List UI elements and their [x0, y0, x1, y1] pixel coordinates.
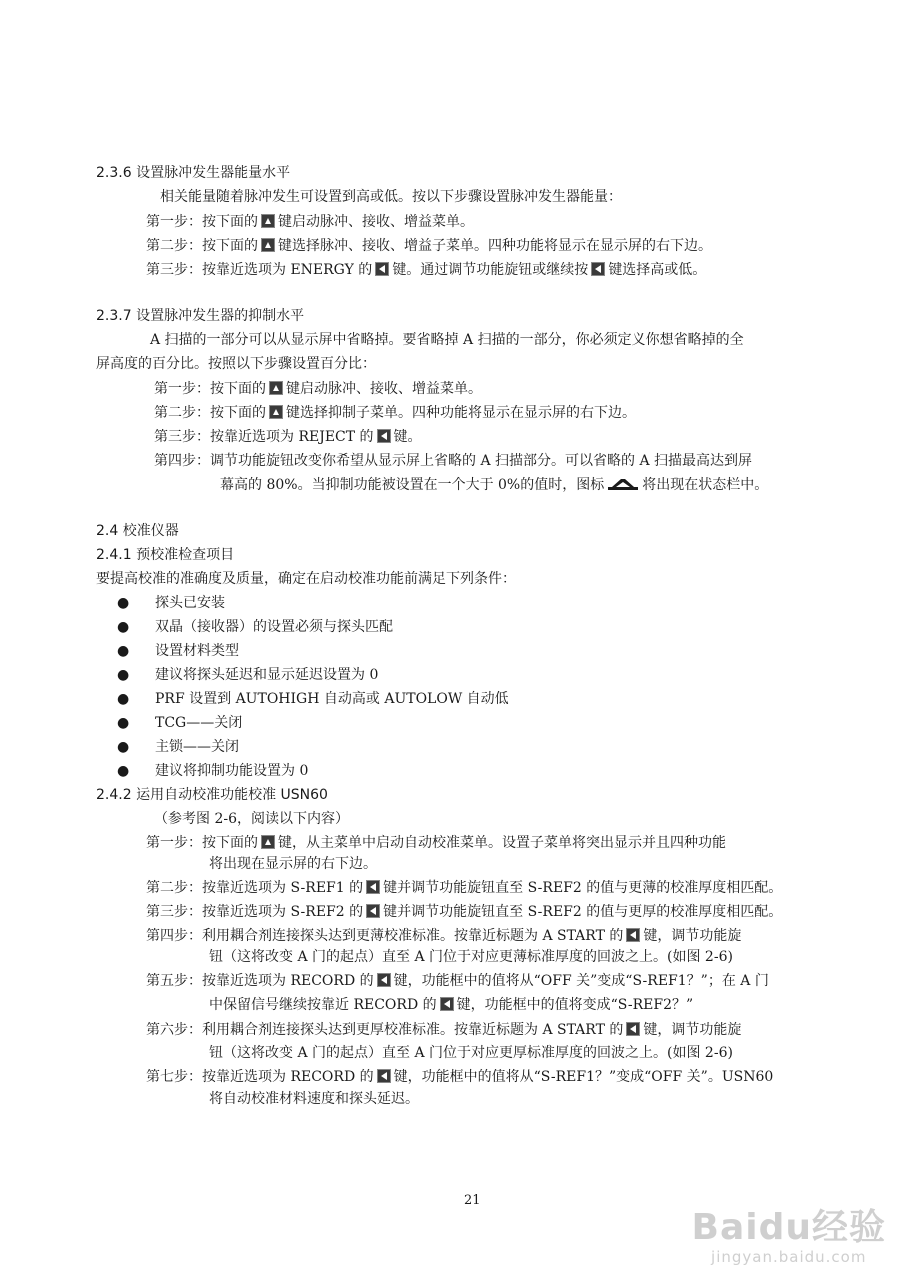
s242-step4 — [146, 927, 741, 945]
s236-step2 — [146, 237, 712, 255]
text: 第三步：按靠近选项为 S-REF2 的 — [146, 904, 364, 920]
text: 键并调节功能旋钮直至 S-REF2 的值与更薄的校准厚度相匹配。 — [383, 880, 783, 896]
list-item: 双晶（接收器）的设置必须与探头匹配 — [155, 619, 393, 635]
text: 键启动脉冲、接收、增益菜单。 — [286, 381, 482, 397]
left-arrow-key-icon — [366, 904, 380, 918]
text: 键。 — [393, 429, 422, 445]
page-number: 21 — [464, 1193, 481, 1208]
s242-step3 — [146, 903, 782, 921]
watermark-url: jingyan.baidu.com — [711, 1248, 867, 1266]
left-arrow-key-icon — [591, 262, 605, 276]
text: 键，调节功能旋 — [643, 1022, 742, 1038]
text: 第一步：按下面的 — [154, 381, 266, 397]
bullet-icon: ● — [117, 715, 130, 731]
s242-step1 — [146, 834, 726, 852]
left-arrow-key-icon — [375, 262, 389, 276]
text: 第四步：利用耦合剂连接探头达到更薄校准标准。按靠近标题为 A START 的 — [146, 928, 624, 944]
text: 键选择脉冲、接收、增益子菜单。四种功能将显示在显示屏的右下边。 — [278, 238, 712, 254]
bullet-icon: ● — [117, 667, 130, 683]
text: 键，调节功能旋 — [643, 928, 742, 944]
section-2-4-2-ref: （参考图 2-6，阅读以下内容） — [154, 811, 349, 827]
s242-step4-line2: 钮（这将改变 A 门的起点）直至 A 门位于对应更薄标准厚度的回波之上。(如图 2-6) — [209, 949, 733, 965]
bullet-icon: ● — [117, 739, 130, 755]
section-2-3-7-intro-2: 屏高度的百分比。按照以下步骤设置百分比： — [96, 356, 376, 372]
left-arrow-key-icon — [626, 1022, 640, 1036]
up-arrow-key-icon — [261, 214, 275, 228]
s242-step6-line2: 钮（这将改变 A 门的起点）直至 A 门位于对应更厚标准厚度的回波之上。(如图 2-6) — [209, 1045, 733, 1061]
up-arrow-key-icon — [269, 405, 283, 419]
section-2-4-2-title: 2.4.2 运用自动校准功能校准 USN60 — [96, 787, 328, 803]
text: 将出现在状态栏中。 — [642, 477, 769, 493]
text: 第二步：按下面的 — [146, 238, 258, 254]
s237-step2 — [154, 404, 636, 422]
bullet-icon: ● — [117, 595, 130, 611]
section-2-4-1-title: 2.4.1 预校准检查项目 — [96, 547, 235, 563]
left-arrow-key-icon — [377, 429, 391, 443]
s237-step3 — [154, 428, 422, 446]
text: 键，功能框中的值将从“OFF 关”变成“S-REF1？”；在 A 门 — [393, 973, 769, 989]
left-arrow-key-icon — [377, 973, 391, 987]
section-2-4-1-intro: 要提高校准的准确度及质量，确定在启动校准功能前满足下列条件： — [96, 571, 516, 587]
text: 键并调节功能旋钮直至 S-REF2 的值与更厚的校准厚度相匹配。 — [383, 904, 783, 920]
section-2-3-7-intro-1: A 扫描的一部分可以从显示屏中省略掉。要省略掉 A 扫描的一部分，你必须定义你想省略掉的全 — [150, 332, 744, 348]
s242-step5 — [146, 972, 769, 990]
bullet-icon: ● — [117, 619, 130, 635]
text: 键启动脉冲、接收、增益菜单。 — [278, 214, 474, 230]
left-arrow-key-icon — [366, 880, 380, 894]
list-item: 探头已安装 — [155, 595, 225, 611]
text: 键，从主菜单中启动自动校准菜单。设置子菜单将突出显示并且四种功能 — [278, 835, 726, 851]
s242-step7 — [146, 1068, 773, 1086]
left-arrow-key-icon — [377, 1069, 391, 1083]
list-item: 建议将探头延迟和显示延迟设置为 0 — [155, 667, 379, 683]
s236-step1 — [146, 213, 474, 231]
text: 键，功能框中的值将变成“S-REF2？” — [456, 997, 694, 1013]
up-arrow-key-icon — [269, 381, 283, 395]
s242-step1-line2: 将出现在显示屏的右下边。 — [209, 856, 377, 872]
list-item: 设置材料类型 — [155, 643, 239, 659]
up-arrow-key-icon — [261, 835, 275, 849]
text: 幕高的 80%。当抑制功能被设置在一个大于 0%的值时，图标 — [220, 477, 605, 493]
text: 键。通过调节功能旋钮或继续按 — [392, 262, 589, 278]
list-item: TCG——关闭 — [155, 715, 243, 731]
section-2-4-title: 2.4 校准仪器 — [96, 523, 179, 539]
text: 键选择高或低。 — [608, 262, 707, 278]
text: 第三步：按靠近选项为 ENERGY 的 — [146, 262, 373, 278]
text: 第二步：按下面的 — [154, 405, 266, 421]
bullet-icon: ● — [117, 763, 130, 779]
s237-step4-line1: 第四步：调节功能旋钮改变你希望从显示屏上省略的 A 扫描部分。可以省略的 A 扫描最高达到屏 — [154, 453, 753, 469]
list-item: PRF 设置到 AUTOHIGH 自动高或 AUTOLOW 自动低 — [155, 691, 509, 707]
list-item: 主锁——关闭 — [155, 739, 239, 755]
text: 第六步：利用耦合剂连接探头达到更厚校准标准。按靠近标题为 A START 的 — [146, 1022, 624, 1038]
watermark-logo: Baidu经验 — [691, 1207, 886, 1248]
text: 第二步：按靠近选项为 S-REF1 的 — [146, 880, 364, 896]
s242-step2 — [146, 879, 782, 897]
text: 第三步：按靠近选项为 REJECT 的 — [154, 429, 374, 445]
s242-step5-line2 — [209, 996, 693, 1014]
list-item: 建议将抑制功能设置为 0 — [155, 763, 309, 779]
text: 第七步：按靠近选项为 RECORD 的 — [146, 1069, 374, 1085]
text: 第一步：按下面的 — [146, 214, 258, 230]
s242-step6 — [146, 1021, 741, 1039]
reject-icon — [608, 476, 638, 492]
bullet-icon: ● — [117, 643, 130, 659]
s242-step7-line2: 将自动校准材料速度和探头延迟。 — [209, 1091, 419, 1107]
bullet-icon: ● — [117, 691, 130, 707]
section-2-3-7-title: 2.3.7 设置脉冲发生器的抑制水平 — [96, 308, 305, 324]
watermark — [692, 1208, 886, 1266]
text: 第五步：按靠近选项为 RECORD 的 — [146, 973, 374, 989]
s237-step1 — [154, 380, 482, 398]
s237-step4-line2 — [220, 476, 768, 494]
text: 第一步：按下面的 — [146, 835, 258, 851]
text: 中保留信号继续按靠近 RECORD 的 — [209, 997, 437, 1013]
left-arrow-key-icon — [440, 997, 454, 1011]
text: 键，功能框中的值将从“S-REF1？”变成“OFF 关”。USN60 — [393, 1069, 774, 1085]
text: 键选择抑制子菜单。四种功能将显示在显示屏的右下边。 — [286, 405, 636, 421]
section-2-3-6-intro: 相关能量随着脉冲发生可设置到高或低。按以下步骤设置脉冲发生器能量： — [160, 189, 622, 205]
up-arrow-key-icon — [261, 238, 275, 252]
left-arrow-key-icon — [626, 928, 640, 942]
section-2-3-6-title: 2.3.6 设置脉冲发生器能量水平 — [96, 165, 291, 181]
s236-step3 — [146, 261, 706, 279]
